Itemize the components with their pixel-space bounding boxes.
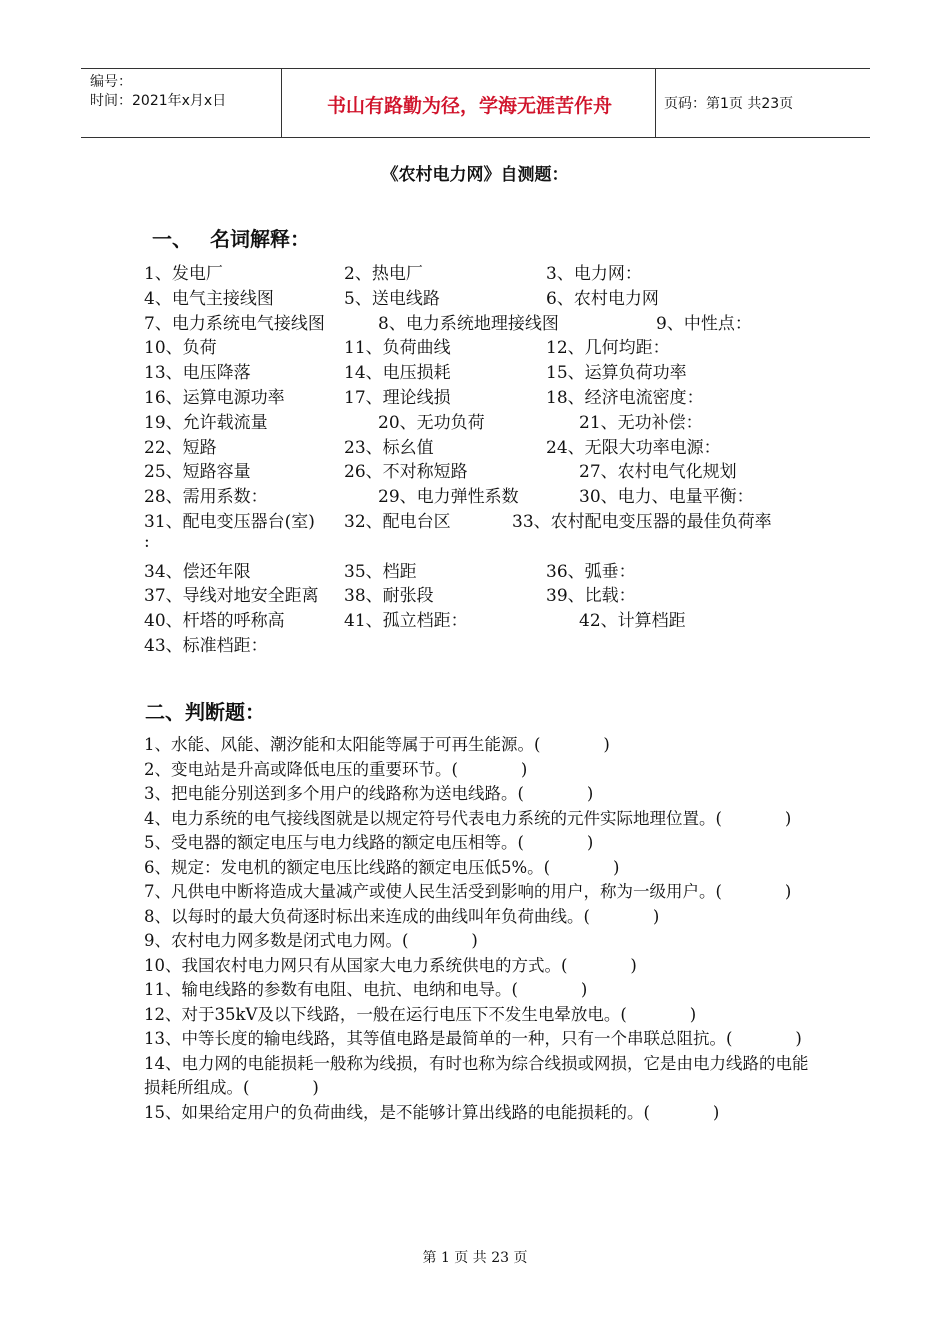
header-motto: 书山有路勤为径，学海无涯苦作舟 [326, 95, 612, 117]
term-item: 28、需用系数： [144, 487, 268, 508]
term-item: : [144, 531, 150, 552]
term-item: 17、理论线损 [344, 387, 451, 408]
term-list [144, 259, 824, 656]
term-row [144, 606, 824, 631]
term-item: 3、电力网： [546, 264, 642, 284]
question-item: 6、规定：发电机的额定电压比线路的额定电压低5%。( ) [144, 857, 620, 877]
term-row [144, 457, 824, 482]
question-item: 9、农村电力网多数是闭式电力网。( ) [144, 931, 478, 950]
term-row [144, 284, 824, 309]
term-item: 20、无功负荷 [378, 412, 485, 433]
page-footer: 第 1 页 共 23 页 [422, 1250, 528, 1266]
term-item: 37、导线对地安全距离 [144, 586, 319, 607]
section-label: 名词解释： [210, 227, 310, 251]
term-item: 6、农村电力网 [546, 288, 659, 309]
term-item: 25、短路容量 [144, 462, 251, 483]
term-item: 31、配电变压器台(室) [144, 511, 315, 532]
term-row [144, 259, 824, 284]
term-item: 10、负荷 [144, 338, 217, 359]
term-row [144, 383, 824, 408]
term-item: 42、计算档距 [579, 611, 686, 632]
term-item: 12、几何均距： [546, 338, 670, 359]
term-item: 9、中性点： [656, 313, 752, 334]
term-item: 35、档距 [344, 561, 417, 582]
header-time: 时间：2021年x月x日 [90, 93, 227, 109]
term-item: 7、电力系统电气接线图 [144, 313, 325, 334]
question-item: 13、中等长度的输电线路，其等值电路是最简单的一种，只有一个串联总阻抗。( ) [144, 1029, 802, 1048]
term-item: 29、电力弹性系数 [378, 487, 519, 508]
question-item: 1、水能、风能、潮汐能和太阳能等属于可再生能源。( ) [144, 735, 610, 754]
question-item: 14、电力网的电能损耗一般称为线损，有时也称为综合线损或网损，它是由电力线路的电能损耗所组成。( ) [144, 1053, 809, 1097]
term-item: 38、耐张段 [344, 586, 434, 607]
term-item: 39、比载： [546, 586, 636, 607]
question-item: 8、以每时的最大负荷逐时标出来连成的曲线叫年负荷曲线。( ) [144, 906, 660, 926]
term-row [144, 507, 824, 532]
term-item: 23、标幺值 [344, 437, 434, 458]
term-item: 19、允许载流量 [144, 412, 268, 433]
term-item: 36、弧垂： [546, 561, 636, 582]
question-item: 10、我国农村电力网只有从国家大电力系统供电的方式。( ) [144, 955, 637, 975]
page-header [81, 68, 870, 138]
question-item: 11、输电线路的参数有电阻、电抗、电纳和电导。( ) [144, 980, 588, 999]
header-serial: 编号： [90, 74, 132, 90]
term-item: 18、经济电流密度： [546, 387, 704, 408]
term-item: 24、无限大功率电源： [546, 437, 721, 458]
section-heading-2: 二、判断题： [145, 700, 265, 724]
term-row [144, 581, 824, 606]
term-item: 21、无功补偿： [579, 412, 703, 433]
term-row [144, 358, 824, 383]
term-row [144, 557, 824, 582]
term-row [144, 482, 824, 507]
section-heading-1 [152, 223, 310, 252]
header-page-number: 页码：第1页 共23页 [664, 96, 794, 112]
question-item: 7、凡供电中断将造成大量减产或使人民生活受到影响的用户，称为一级用户。( ) [144, 882, 792, 901]
term-item: 30、电力、电量平衡： [579, 487, 754, 508]
term-item: 13、电压降落 [144, 363, 251, 384]
term-item: 27、农村电气化规划 [579, 462, 737, 483]
question-item: 4、电力系统的电气接线图就是以规定符号代表电力系统的元件实际地理位置。( ) [144, 808, 792, 828]
term-item: 32、配电台区 [344, 511, 451, 532]
term-item: 15、运算负荷功率 [546, 363, 687, 384]
term-item: 26、不对称短路 [344, 462, 468, 483]
term-row [144, 309, 824, 334]
question-item: 15、如果给定用户的负荷曲线，是不能够计算出线路的电能损耗的。( ) [144, 1102, 720, 1122]
term-item: 43、标准档距： [144, 635, 268, 656]
term-row [144, 532, 824, 557]
header-divider [655, 69, 656, 137]
term-item: 34、偿还年限 [144, 561, 251, 582]
term-item: 2、热电厂 [344, 264, 423, 284]
term-row [144, 631, 824, 656]
section-number: 一、 [152, 227, 192, 251]
term-item: 16、运算电源功率 [144, 387, 285, 408]
header-meta [90, 73, 226, 111]
question-list [144, 733, 816, 1125]
term-item: 14、电压损耗 [344, 363, 451, 384]
term-row [144, 333, 824, 358]
term-item: 40、杆塔的呼称高 [144, 611, 285, 632]
term-row [144, 408, 824, 433]
term-item: 22、短路 [144, 437, 217, 458]
term-item: 5、送电线路 [344, 288, 440, 309]
question-item: 12、对于35kV及以下线路，一般在运行电压下不发生电晕放电。( ) [144, 1004, 697, 1024]
term-item: 1、发电厂 [144, 264, 223, 284]
document-title: 《农村电力网》自测题： [381, 165, 569, 185]
question-item: 3、把电能分别送到多个用户的线路称为送电线路。( ) [144, 784, 594, 803]
term-item: 41、孤立档距： [344, 611, 468, 632]
question-item: 2、变电站是升高或降低电压的重要环节。( ) [144, 759, 528, 779]
term-item: 8、电力系统地理接线图 [378, 313, 559, 334]
term-row [144, 433, 824, 458]
term-item: 33、农村配电变压器的最佳负荷率 [512, 511, 772, 532]
question-item: 5、受电器的额定电压与电力线路的额定电压相等。( ) [144, 833, 594, 852]
term-item: 4、电气主接线图 [144, 288, 274, 309]
term-item: 11、负荷曲线 [344, 338, 451, 359]
header-divider [281, 69, 282, 137]
